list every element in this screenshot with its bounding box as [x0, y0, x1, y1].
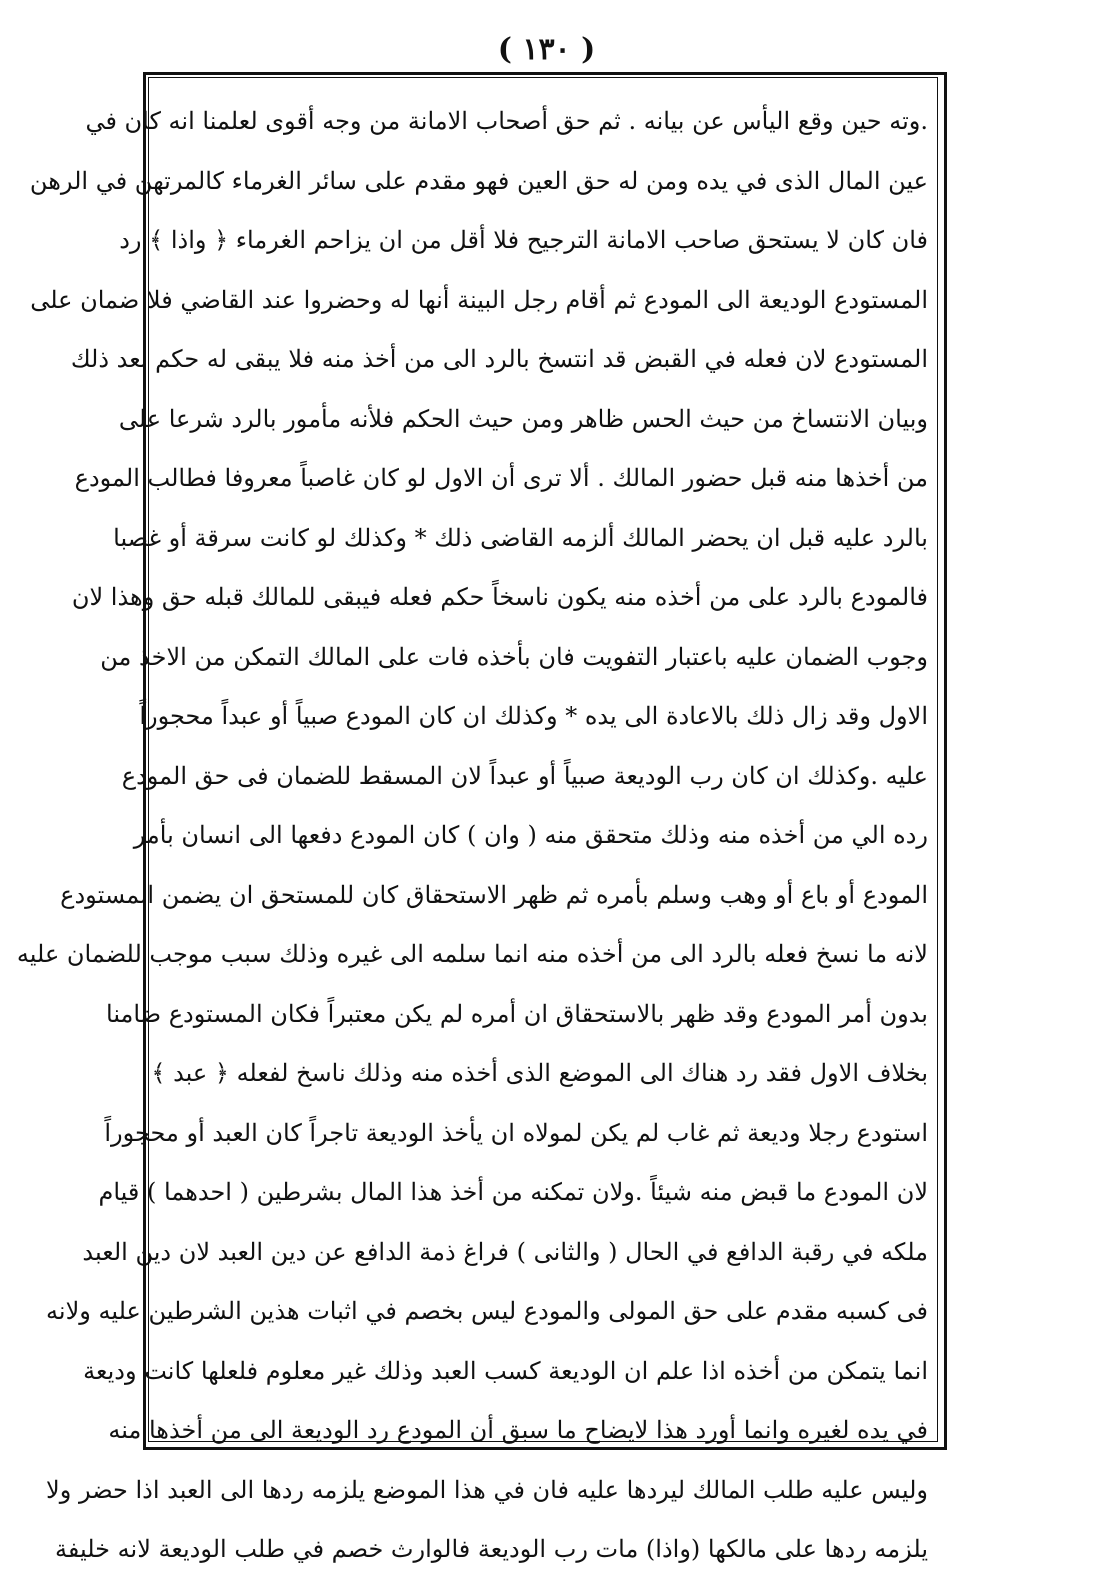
text-line: بدون أمر المودع وقد ظهر بالاستحقاق ان أمره لم يكن معتبراً فكان المستودع ضامنا: [106, 999, 928, 1028]
text-line: بخلاف الاول فقد رد هناك الى الموضع الذى أخذه منه وذلك ناسخ لفعله ﴿ عبد ﴾: [151, 1059, 928, 1087]
text-line: وبيان الانتساخ من حيث الحس ظاهر ومن حيث الحكم فلأنه مأمور بالرد شرعا على: [118, 404, 928, 433]
text-line: عليه .وكذلك ان كان رب الوديعة صبياً أو عبداً لان المسقط للضمان فى حق المودع: [121, 761, 928, 790]
main-text: [16, 92, 928, 1580]
text-line: المستودع لان فعله في القبض قد انتسخ بالرد الى من أخذ منه فلا يبقى له حكم بعد ذلك: [70, 345, 928, 373]
text-line: فان كان لا يستحق صاحب الامانة الترجيح فلا أقل من ان يزاحم الغرماء ﴿ واذا ﴾ رد: [119, 226, 928, 254]
text-line: يلزمه ردها على مالكها (واذا) مات رب الوديعة فالوارث خصم في طلب الوديعة لانه خليفة: [54, 1535, 928, 1563]
text-line: عين المال الذى في يده ومن له حق العين فهو مقدم على سائر الغرماء كالمرتهن في الرهن: [29, 166, 928, 195]
text-line: في يده لغيره وانما أورد هذا لايضاح ما سبق أن المودع رد الوديعة الى من أخذها منه: [108, 1416, 928, 1444]
text-line: لانه ما نسخ فعله بالرد الى من أخذه منه انما سلمه الى غيره وذلك سبب موجب للضمان عليه: [16, 940, 928, 968]
text-line: المستودع الوديعة الى المودع ثم أقام رجل البينة أنها له وحضروا عند القاضي فلا ضمان على: [30, 285, 928, 314]
text-line: فالمودع بالرد على من أخذه منه يكون ناسخاً حكم فعله فيبقى للمالك قبله حق وهذا لان: [71, 583, 928, 611]
text-line: الاول وقد زال ذلك بالاعادة الى يده * وكذلك ان كان المودع صبياً أو عبداً محجوراً: [139, 702, 928, 730]
text-line: بالرد عليه قبل ان يحضر المالك ألزمه القاضى ذلك * وكذلك لو كانت سرقة أو غصبا: [113, 523, 928, 552]
page-number: ( ١٣٠ ): [497, 32, 596, 67]
text-line: رده الي من أخذه منه وذلك متحقق منه ( وان ) كان المودع دفعها الى انسان بأمر: [133, 821, 928, 849]
text-line: لان المودع ما قبض منه شيئاً .ولان تمكنه من أخذ هذا المال بشرطين ( احدهما ) قيام: [98, 1178, 928, 1206]
text-line: وجوب الضمان عليه باعتبار التفويت فان بأخذه فات على المالك التمكن من الاخذ من: [100, 642, 928, 671]
text-line: انما يتمكن من أخذه اذا علم ان الوديعة كسب العبد وذلك غير معلوم فلعلها كانت وديعة: [83, 1356, 928, 1385]
text-line: .وته حين وقع اليأس عن بيانه . ثم حق أصحاب الامانة من وجه أقوى لعلمنا انه كان في: [85, 107, 928, 135]
text-line: وليس عليه طلب المالك ليردها عليه فان في هذا الموضع يلزمه ردها الى العبد اذا حضر ولا: [46, 1475, 928, 1504]
text-line: ملكه في رقبة الدافع في الحال ( والثانى ) فراغ ذمة الدافع عن دين العبد لان دين العبد: [82, 1237, 928, 1266]
text-line: من أخذها منه قبل حضور المالك . ألا ترى أن الاول لو كان غاصباً معروفا فطالب المودع: [74, 464, 928, 492]
text-line: فى كسبه مقدم على حق المولى والمودع ليس بخصم في اثبات هذين الشرطين عليه ولانه: [46, 1297, 928, 1325]
text-line: استودع رجلا وديعة ثم غاب لم يكن لمولاه ان يأخذ الوديعة تاجراً كان العبد أو محجوراً: [104, 1118, 928, 1147]
text-line: المودع أو باع أو وهب وسلم بأمره ثم ظهر الاستحقاق كان للمستحق ان يضمن المستودع: [60, 880, 928, 909]
